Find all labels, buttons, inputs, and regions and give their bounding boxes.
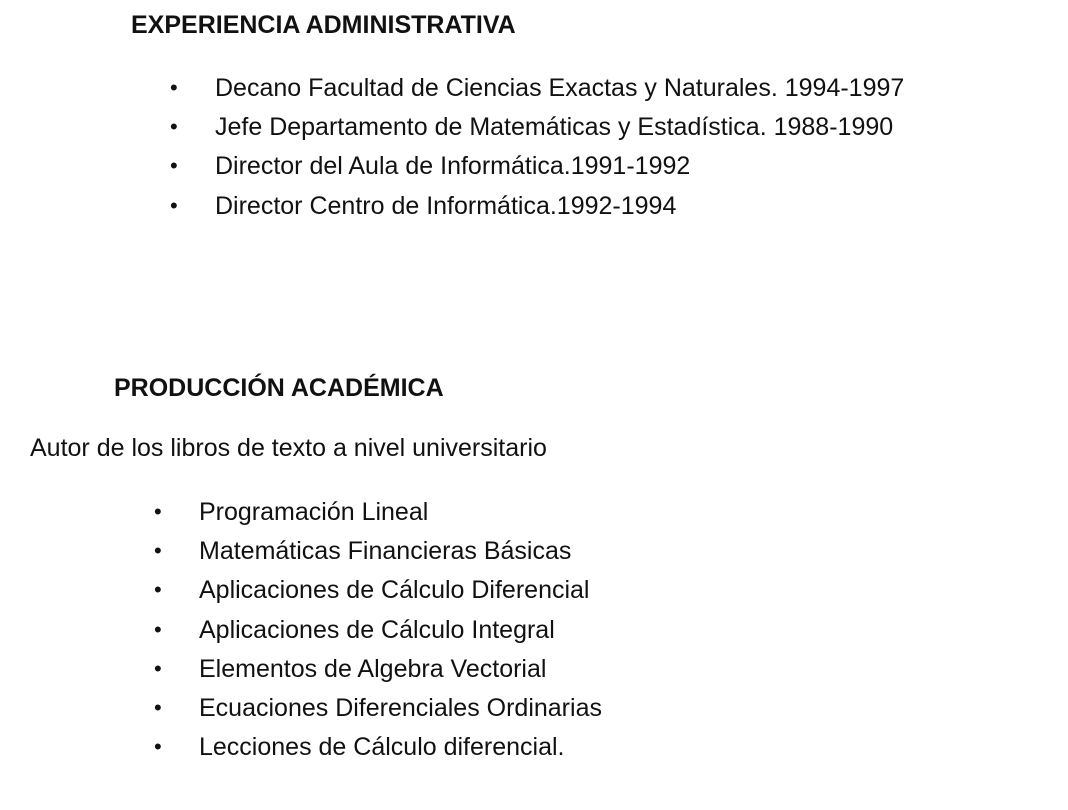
bullet-icon: • xyxy=(170,153,178,179)
bullet-icon: • xyxy=(154,577,162,603)
bullet-icon: • xyxy=(154,694,162,720)
administrative-experience-heading: EXPERIENCIA ADMINISTRATIVA xyxy=(131,11,516,39)
list-item-text: Lecciones de Cálculo diferencial. xyxy=(199,733,565,762)
list-item-text: Director Centro de Informática.1992-1994 xyxy=(215,191,677,220)
academic-production-heading: PRODUCCIÓN ACADÉMICA xyxy=(114,374,444,402)
academic-production-intro: Autor de los libros de texto a nivel universitario xyxy=(30,434,547,462)
list-item-text: Director del Aula de Informática.1991-1992 xyxy=(215,152,691,181)
bullet-icon: • xyxy=(154,616,162,642)
list-item-text: Jefe Departamento de Matemáticas y Estadística. 1988-1990 xyxy=(215,113,894,142)
bullet-icon: • xyxy=(154,499,162,524)
bullet-icon: • xyxy=(170,114,178,140)
bullet-icon: • xyxy=(170,75,178,100)
list-item-text: Aplicaciones de Cálculo Integral xyxy=(199,615,555,644)
list-item-text: Aplicaciones de Cálculo Diferencial xyxy=(199,576,590,605)
bullet-icon: • xyxy=(154,538,162,564)
list-item-text: Decano Facultad de Ciencias Exactas y Naturales. 1994-1997 xyxy=(215,74,905,102)
bullet-icon: • xyxy=(170,192,178,218)
list-item-text: Ecuaciones Diferenciales Ordinarias xyxy=(199,693,602,722)
bullet-icon: • xyxy=(154,655,162,681)
list-item-text: Matemáticas Financieras Básicas xyxy=(199,537,572,566)
list-item-text: Elementos de Algebra Vectorial xyxy=(199,654,547,683)
bullet-icon: • xyxy=(154,734,162,760)
list-item-text: Programación Lineal xyxy=(199,498,429,526)
